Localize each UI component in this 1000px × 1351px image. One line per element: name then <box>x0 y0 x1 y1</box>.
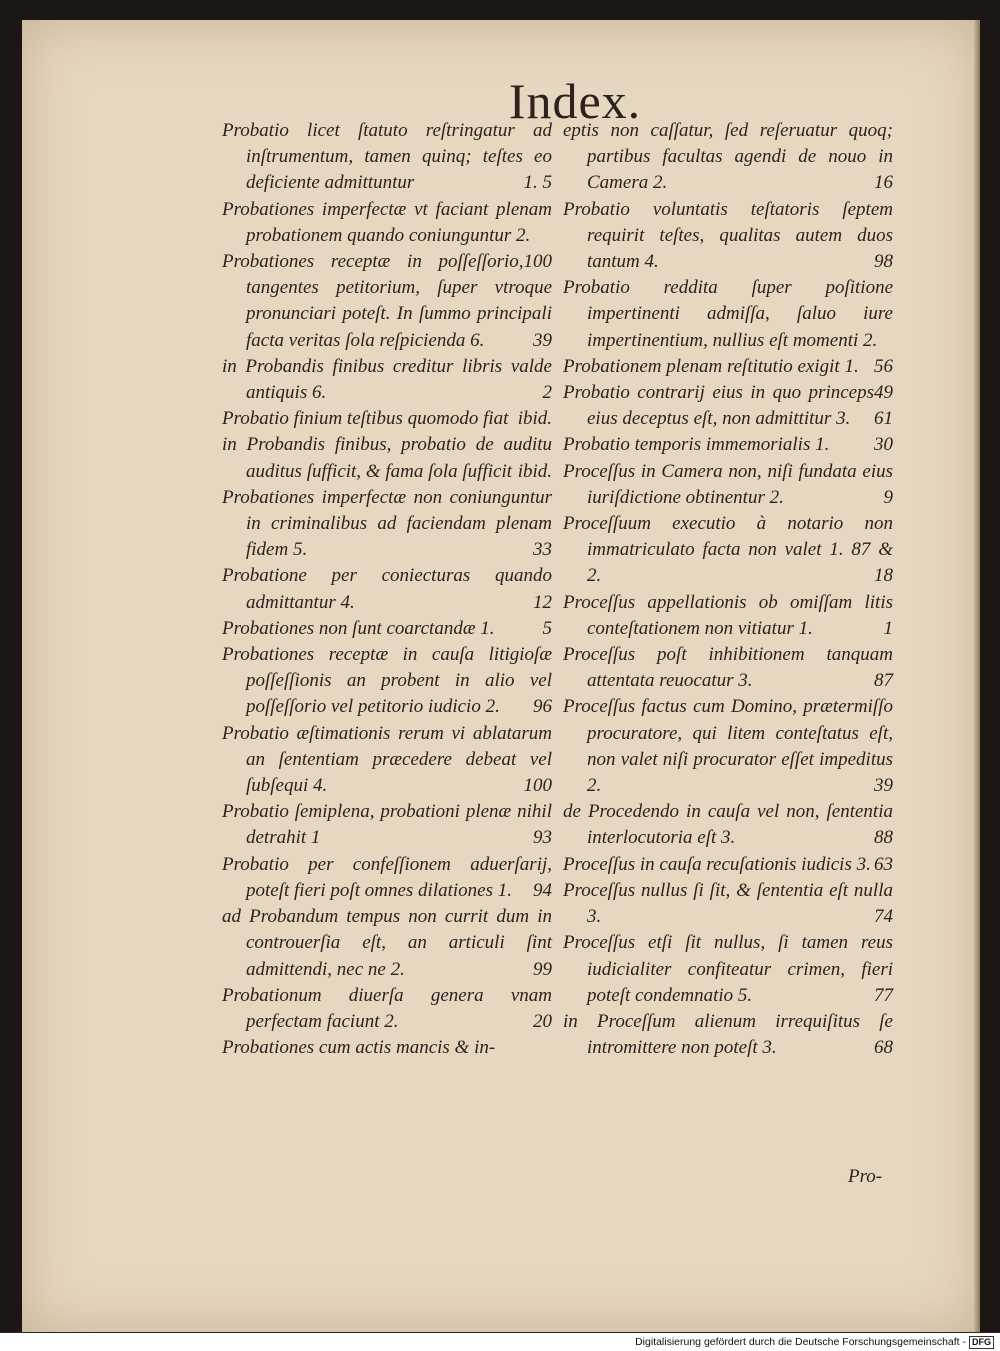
entry-text: Probationes receptæ in cauſa litigioſæ poſſeſſionis an probent in alio vel poſſeſſorio vel petitorio iudicio 2. <box>222 644 552 718</box>
page-title: Index. <box>508 73 642 129</box>
entry-reference: 77 <box>874 984 893 1006</box>
entry-text: Probatio voluntatis teſtatoris ſeptem requirit teſtes, qualitas autem duos tantum 4. <box>563 198 893 273</box>
entry-reference: 20 <box>533 1010 552 1032</box>
footer-text: Digitalisierung gefördert durch die Deutsche Forschungsgemeinschaft - <box>635 1336 966 1348</box>
entry-reference: 18 <box>874 565 893 587</box>
entry-text: in Proceſſum alienum irrequiſitus ſe intromittere non poteſt 3. <box>563 1010 893 1059</box>
page-edge <box>974 20 980 1332</box>
entry-reference: 33 <box>533 539 552 561</box>
dfg-logo: DFG <box>969 1336 994 1349</box>
index-entry <box>563 380 893 432</box>
entry-reference: 94 <box>533 879 552 901</box>
entry-text: Probatio finium teſtibus quomodo fiat <box>222 408 509 430</box>
index-column-left <box>222 118 552 1061</box>
index-entry <box>563 354 893 404</box>
index-entry <box>222 983 552 1035</box>
digitization-footer <box>0 1333 1000 1351</box>
entry-text: Probationes imperfectæ vt faciant plenam probationem quando coniunguntur 2. <box>222 198 552 246</box>
entry-text: ad Probandum tempus non currit dum in controuerſia eſt, an articuli ſint admittendi, nec ne 2. <box>222 906 552 980</box>
index-entry <box>563 197 893 276</box>
entry-reference: 100 <box>523 251 552 273</box>
entry-reference: 96 <box>533 696 552 718</box>
entry-reference: 49 <box>874 382 893 404</box>
index-entry <box>563 694 893 799</box>
index-entry <box>563 1009 893 1061</box>
entry-text: Probatio ſemiplena, probationi plenæ nihil detrahit 1 <box>222 801 552 849</box>
index-entry <box>222 852 552 904</box>
entry-reference: 100 <box>523 775 552 797</box>
entry-reference: 12 <box>533 591 552 613</box>
entry-reference: 74 <box>874 906 893 928</box>
index-entry <box>563 511 893 590</box>
index-entry <box>563 852 893 878</box>
index-entry <box>563 432 893 458</box>
entry-reference: 30 <box>874 434 893 456</box>
entry-text: Probatione per coniecturas quando admittantur 4. <box>222 565 552 613</box>
index-entry <box>222 432 552 484</box>
entry-text: Probatio æſtimationis rerum vi ablatarum an ſententiam præcedere debeat vel ſubſequi 4. <box>222 722 552 797</box>
entry-text: Probationes non ſunt coarctandæ 1. <box>222 617 495 639</box>
entry-reference: ibid. <box>517 408 552 430</box>
entry-reference: 2 <box>542 382 552 404</box>
entry-text: Proceſſus factus cum Domino, prætermiſſo procuratore, qui litem conteſtatus eſt, non valet niſi procurator eſſet impeditus 2. <box>563 696 893 797</box>
entry-text: Probationes imperfectæ non coniunguntur in criminalibus ad faciendam plenam fidem 5. <box>222 486 552 561</box>
entry-text: Proceſſus appellationis ob omiſſam litis conteſtationem non vitiatur 1. <box>563 591 893 639</box>
index-entry <box>222 406 552 432</box>
entry-text: Probatio contrarij eius in quo princeps eius deceptus eſt, non admittitur 3. <box>563 382 874 430</box>
entry-text: Proceſſuum executio à notario non immatriculato facta non valet 1. 87 & 2. <box>563 513 893 587</box>
index-entry <box>563 930 893 1009</box>
entry-text: in Probandis finibus creditur libris valde antiquis 6. <box>222 355 552 404</box>
entry-reference: 93 <box>533 827 552 849</box>
entry-reference: 1. 5 <box>523 172 552 194</box>
entry-reference: 56 <box>874 355 893 377</box>
entry-text: Probatio reddita ſuper poſitione impertinenti admiſſa, ſaluo iure impertinentium, nullius eſt momenti 2. <box>563 277 893 351</box>
entry-reference: 9 <box>883 486 893 508</box>
index-entry <box>563 799 893 851</box>
index-entry <box>563 459 893 511</box>
index-entry <box>222 485 552 564</box>
entry-text: Proceſſus in cauſa recuſationis iudicis 3. <box>563 853 871 875</box>
index-entry <box>563 642 893 694</box>
entry-reference: 5 <box>542 617 552 639</box>
index-entry <box>563 118 893 197</box>
entry-text: Probatio temporis immemorialis 1. <box>563 434 830 456</box>
entry-text: Probationes cum actis mancis & in- <box>222 1037 496 1059</box>
index-entry <box>222 249 552 354</box>
index-entry <box>222 799 552 851</box>
index-entry <box>563 590 893 642</box>
entry-text: Proceſſus poſt inhibitionem tanquam attentata reuocatur 3. <box>563 644 893 692</box>
entry-text: Probationes receptæ in poſſeſſorio, tangentes petitorium, ſuper vtroque pronunciari poteſt. In ſummo principali facta veritas ſola reſpicienda 6. <box>222 251 552 351</box>
index-entry <box>222 354 552 406</box>
entry-reference: 39 <box>533 329 552 351</box>
index-entry <box>222 642 552 721</box>
entry-text: Proceſſus in Camera non, niſi fundata eius iuriſdictione obtinentur 2. <box>563 460 893 508</box>
entry-text: Proceſſus etſi ſit nullus, ſi tamen reus iudicialiter confiteatur crimen, fieri poteſt condemnatio 5. <box>563 932 893 1006</box>
index-entry <box>222 197 552 273</box>
entry-text: eptis non caſſatur, ſed reſeruatur quoq; partibus facultas agendi de nouo in Camera 2. <box>563 120 893 194</box>
entry-reference: 88 <box>874 827 893 849</box>
entry-reference: 99 <box>533 958 552 980</box>
entry-reference: 1 <box>883 617 893 639</box>
entry-text: Probationum diuerſa genera vnam perfectam faciunt 2. <box>222 984 552 1032</box>
catchword: Pro- <box>848 1166 883 1187</box>
index-entry <box>222 721 552 800</box>
index-entry <box>563 878 893 930</box>
index-entry <box>222 563 552 615</box>
entry-text: in Probandis finibus, probatio de auditu auditus ſufficit, & fama ſola ſufficit <box>222 434 552 482</box>
entry-reference: 61 <box>874 408 893 430</box>
entry-reference: 16 <box>874 172 893 194</box>
entry-text: Proceſſus nullus ſi ſit, & ſententia eſt nulla 3. <box>563 879 893 928</box>
index-column-right <box>563 118 893 1061</box>
entry-reference: 87 <box>874 670 893 692</box>
entry-text: de Procedendo in cauſa vel non, ſententia interlocutoria eſt 3. <box>563 801 893 849</box>
entry-reference: 39 <box>874 775 893 797</box>
entry-reference: ibid. <box>517 460 552 482</box>
index-entry <box>222 904 552 983</box>
entry-text: Probatio per confeſſionem aduerſarij, poteſt fieri poſt omnes dilationes 1. <box>222 853 552 901</box>
entry-text: Probationem plenam reſtitutio exigit 1. <box>563 355 859 377</box>
entry-reference: 63 <box>874 853 893 875</box>
entry-reference: 68 <box>874 1037 893 1059</box>
entry-text: Probatio licet ſtatuto reſtringatur ad inſtrumentum, tamen quinq; teſtes eo deficiente admittuntur <box>222 120 552 194</box>
entry-reference: 98 <box>874 251 893 273</box>
index-entry <box>222 616 552 642</box>
index-entry <box>222 1035 552 1061</box>
index-entry <box>222 118 552 197</box>
